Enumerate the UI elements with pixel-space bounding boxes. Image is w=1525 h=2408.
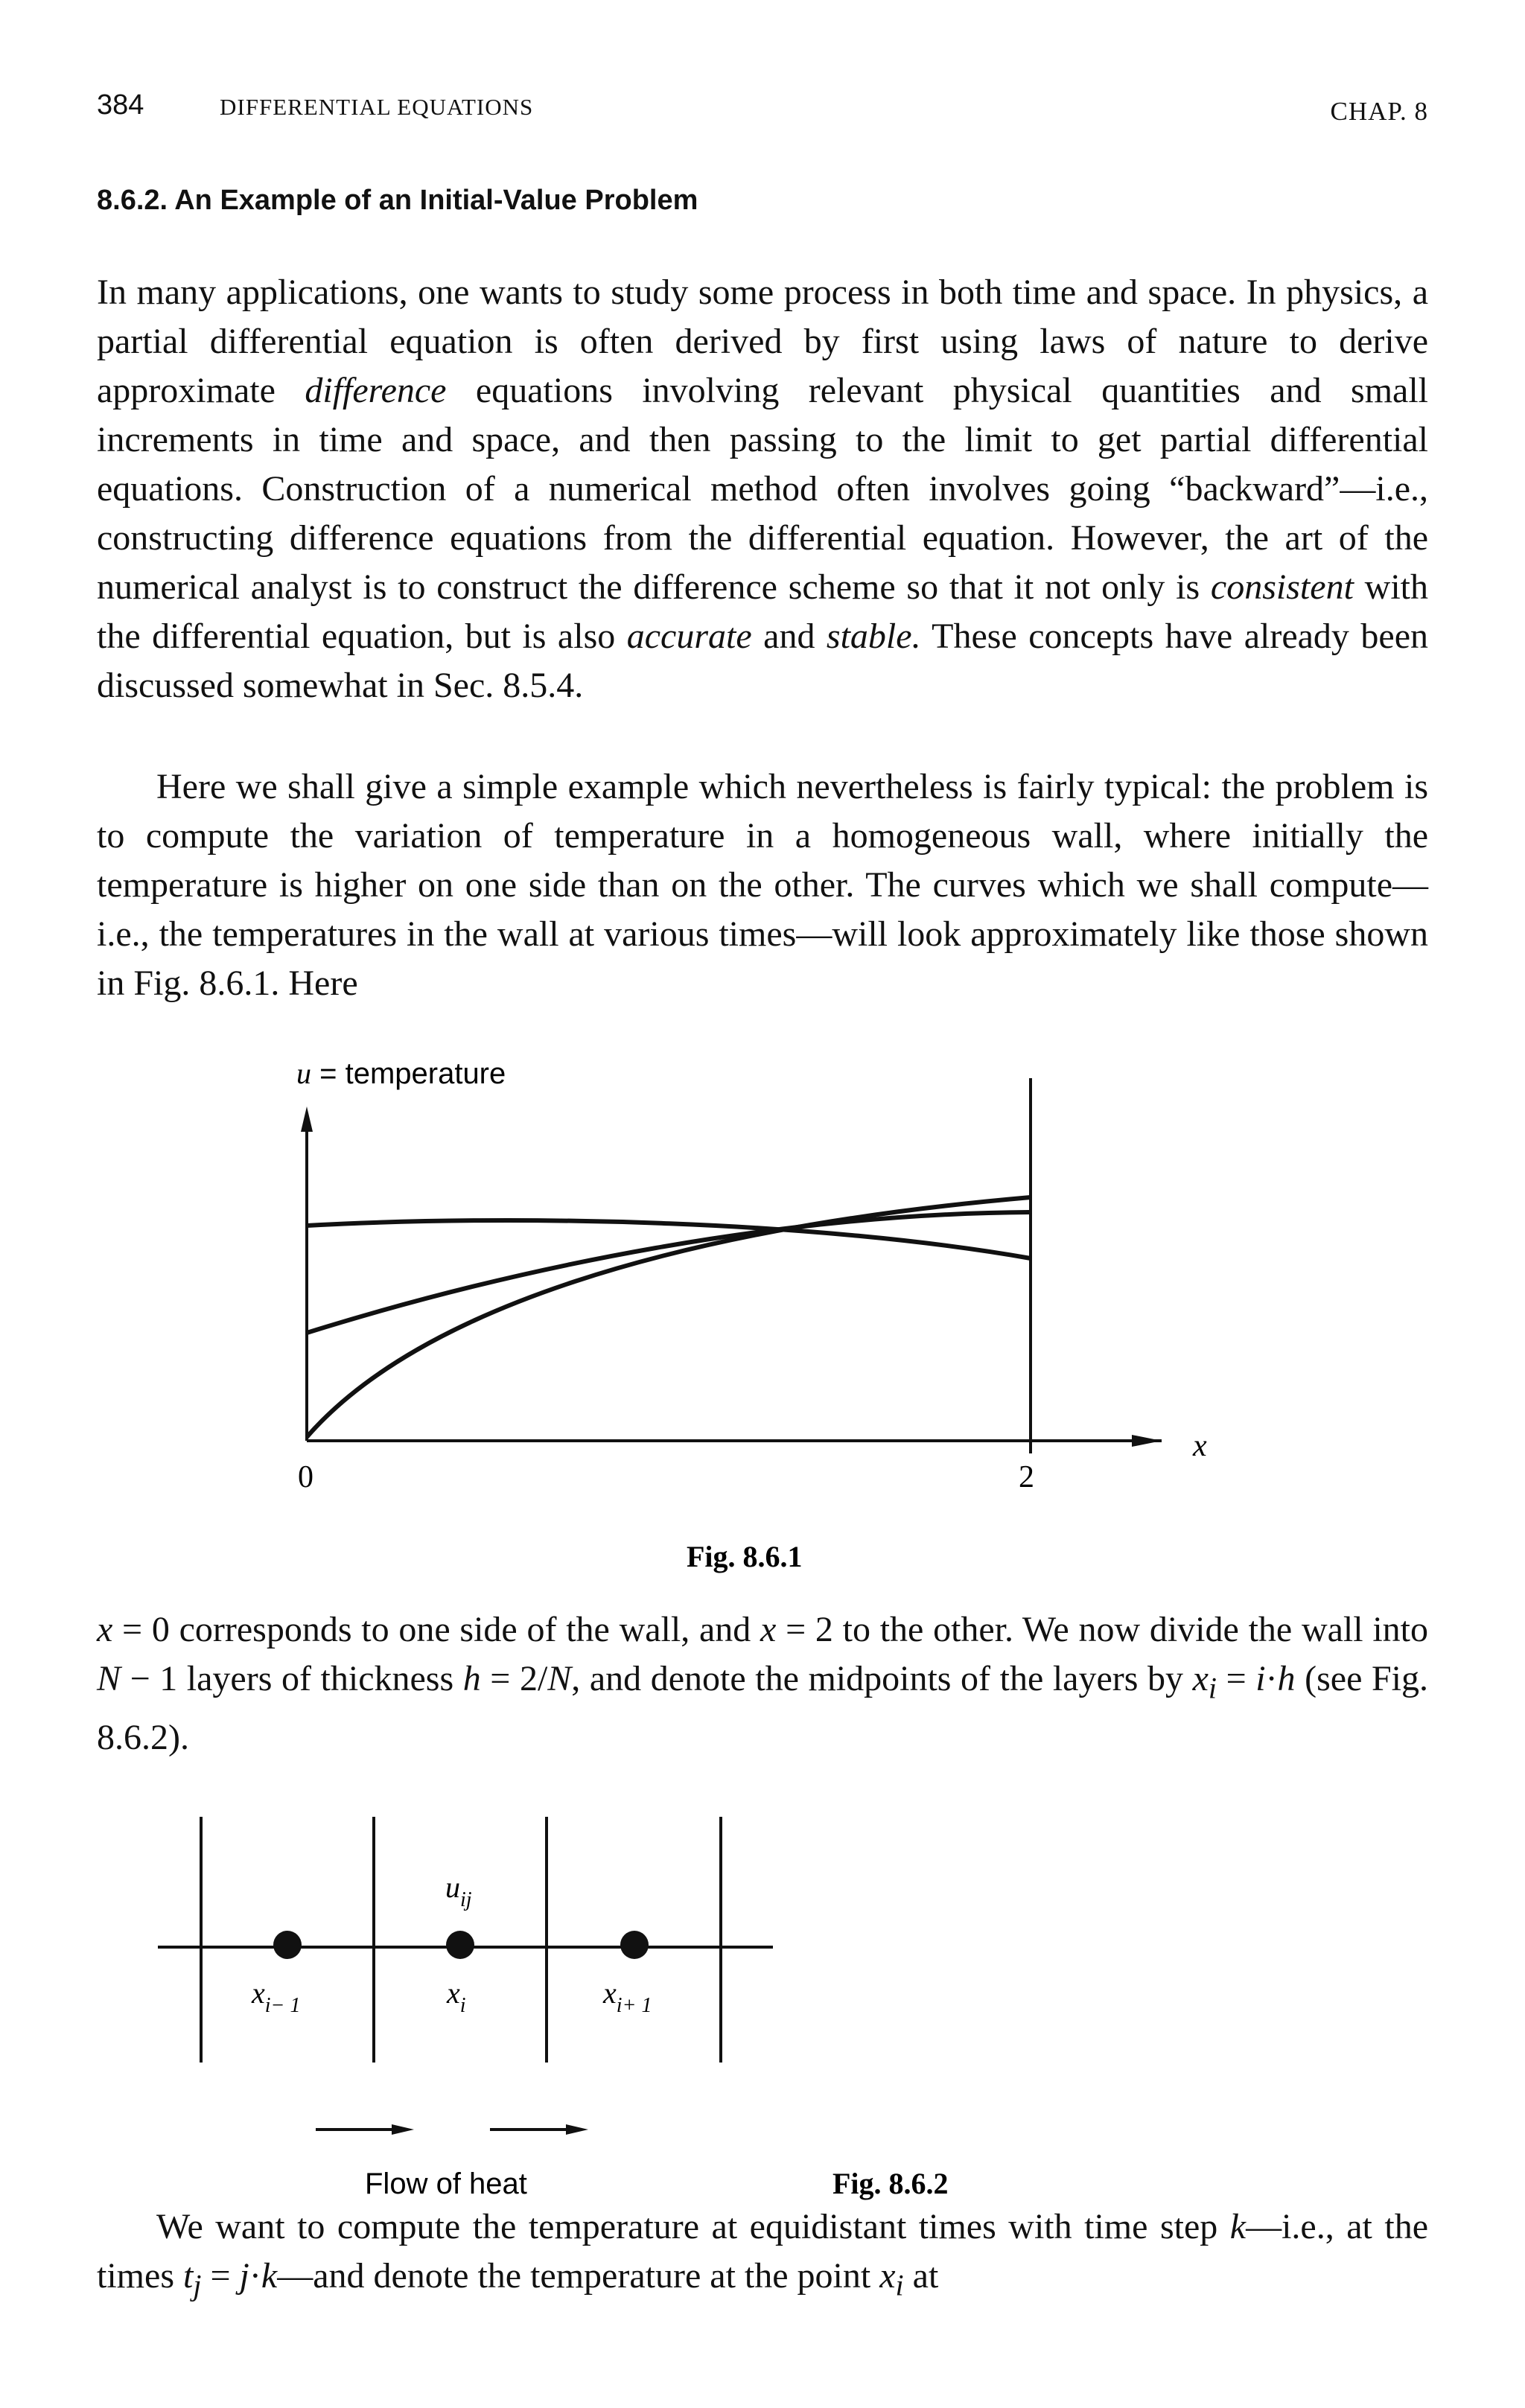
temperature-curve-mid	[307, 1212, 1031, 1333]
page-header	[97, 89, 1428, 134]
flow-arrowhead-1	[392, 2124, 414, 2135]
paragraph-3: x = 0 corresponds to one side of the wall, and x = 2 to the other. We now divide the wall into N − 1 layers of thickness h = 2/N, and denote the midpoints of the layers by $x_i = i\cdot h$ (see Fig. 8.6.2).	[97, 1610, 1429, 1757]
x-i-minus-1-label: $x_{i- 1}$	[252, 1976, 301, 2017]
page-number: 384	[97, 89, 144, 121]
section-heading	[97, 185, 698, 217]
y-axis-label: u = temperature	[296, 1057, 506, 1090]
midpoint-x-i-minus-1	[273, 1931, 302, 1959]
figure-2-caption: Fig. 8.6.2	[832, 2167, 949, 2200]
x-axis-label: x	[1193, 1429, 1207, 1463]
paragraph-1: In many applications, one wants to study some process in both time and space. In physics, a partial differential equation is often derived by first using laws of nature to derive approximate difference equations involving relevant physical quantities and small increments in time and space, and then passing to the limit to get partial differential equations. Construction of a numerical method often involves going “backward”—i.e., constructing difference equations from the differential equation. However, the art of the numerical analyst is to construct the difference scheme so that it not only is consistent with the differential equation, but is also accurate and stable. These concepts have already been discussed somewhat in Sec. 8.5.4.	[97, 273, 1429, 705]
paragraph-2: Here we shall give a simple example which nevertheless is fairly typical: the problem is to compute the variation of temperature in a homogeneous wall, where initially the temperature is higher on one side than on the other. The curves which we shall compute—i.e., the temperatures in the wall at various times—will look approximately like those shown in Fig. 8.6.1. Here	[97, 767, 1428, 1003]
y-axis-arrow	[301, 1106, 313, 1132]
paragraph-4: We want to compute the temperature at equidistant times with time step k—i.e., at the times $t_j$ = j·k—and denote the temperature at the point $x_i$ at	[97, 2207, 1428, 2302]
flow-of-heat-label: Flow of heat	[365, 2167, 527, 2200]
flow-arrowhead-2	[566, 2124, 588, 2135]
temperature-curve-late	[307, 1197, 1031, 1437]
u-ij-label: $u_{ij}$	[445, 1870, 472, 1911]
chapter-label: CHAP. 8	[1330, 97, 1428, 126]
x-axis-arrow	[1132, 1435, 1162, 1447]
x-i-plus-1-label: $x_{i+ 1}$	[603, 1976, 652, 2017]
tick-label-0: 0	[298, 1460, 313, 1494]
temperature-curve-early	[307, 1220, 1031, 1258]
figure-1-caption: Fig. 8.6.1	[687, 1540, 803, 1573]
section-number: 8.6.2.	[97, 185, 168, 216]
x-i-label: $x_i$	[447, 1976, 466, 2017]
section-title: An Example of an Initial-Value Problem	[174, 185, 698, 216]
running-head: DIFFERENTIAL EQUATIONS	[220, 94, 534, 120]
midpoint-x-i	[446, 1931, 474, 1959]
midpoint-x-i-plus-1	[620, 1931, 649, 1959]
tick-label-2: 2	[1019, 1460, 1034, 1494]
